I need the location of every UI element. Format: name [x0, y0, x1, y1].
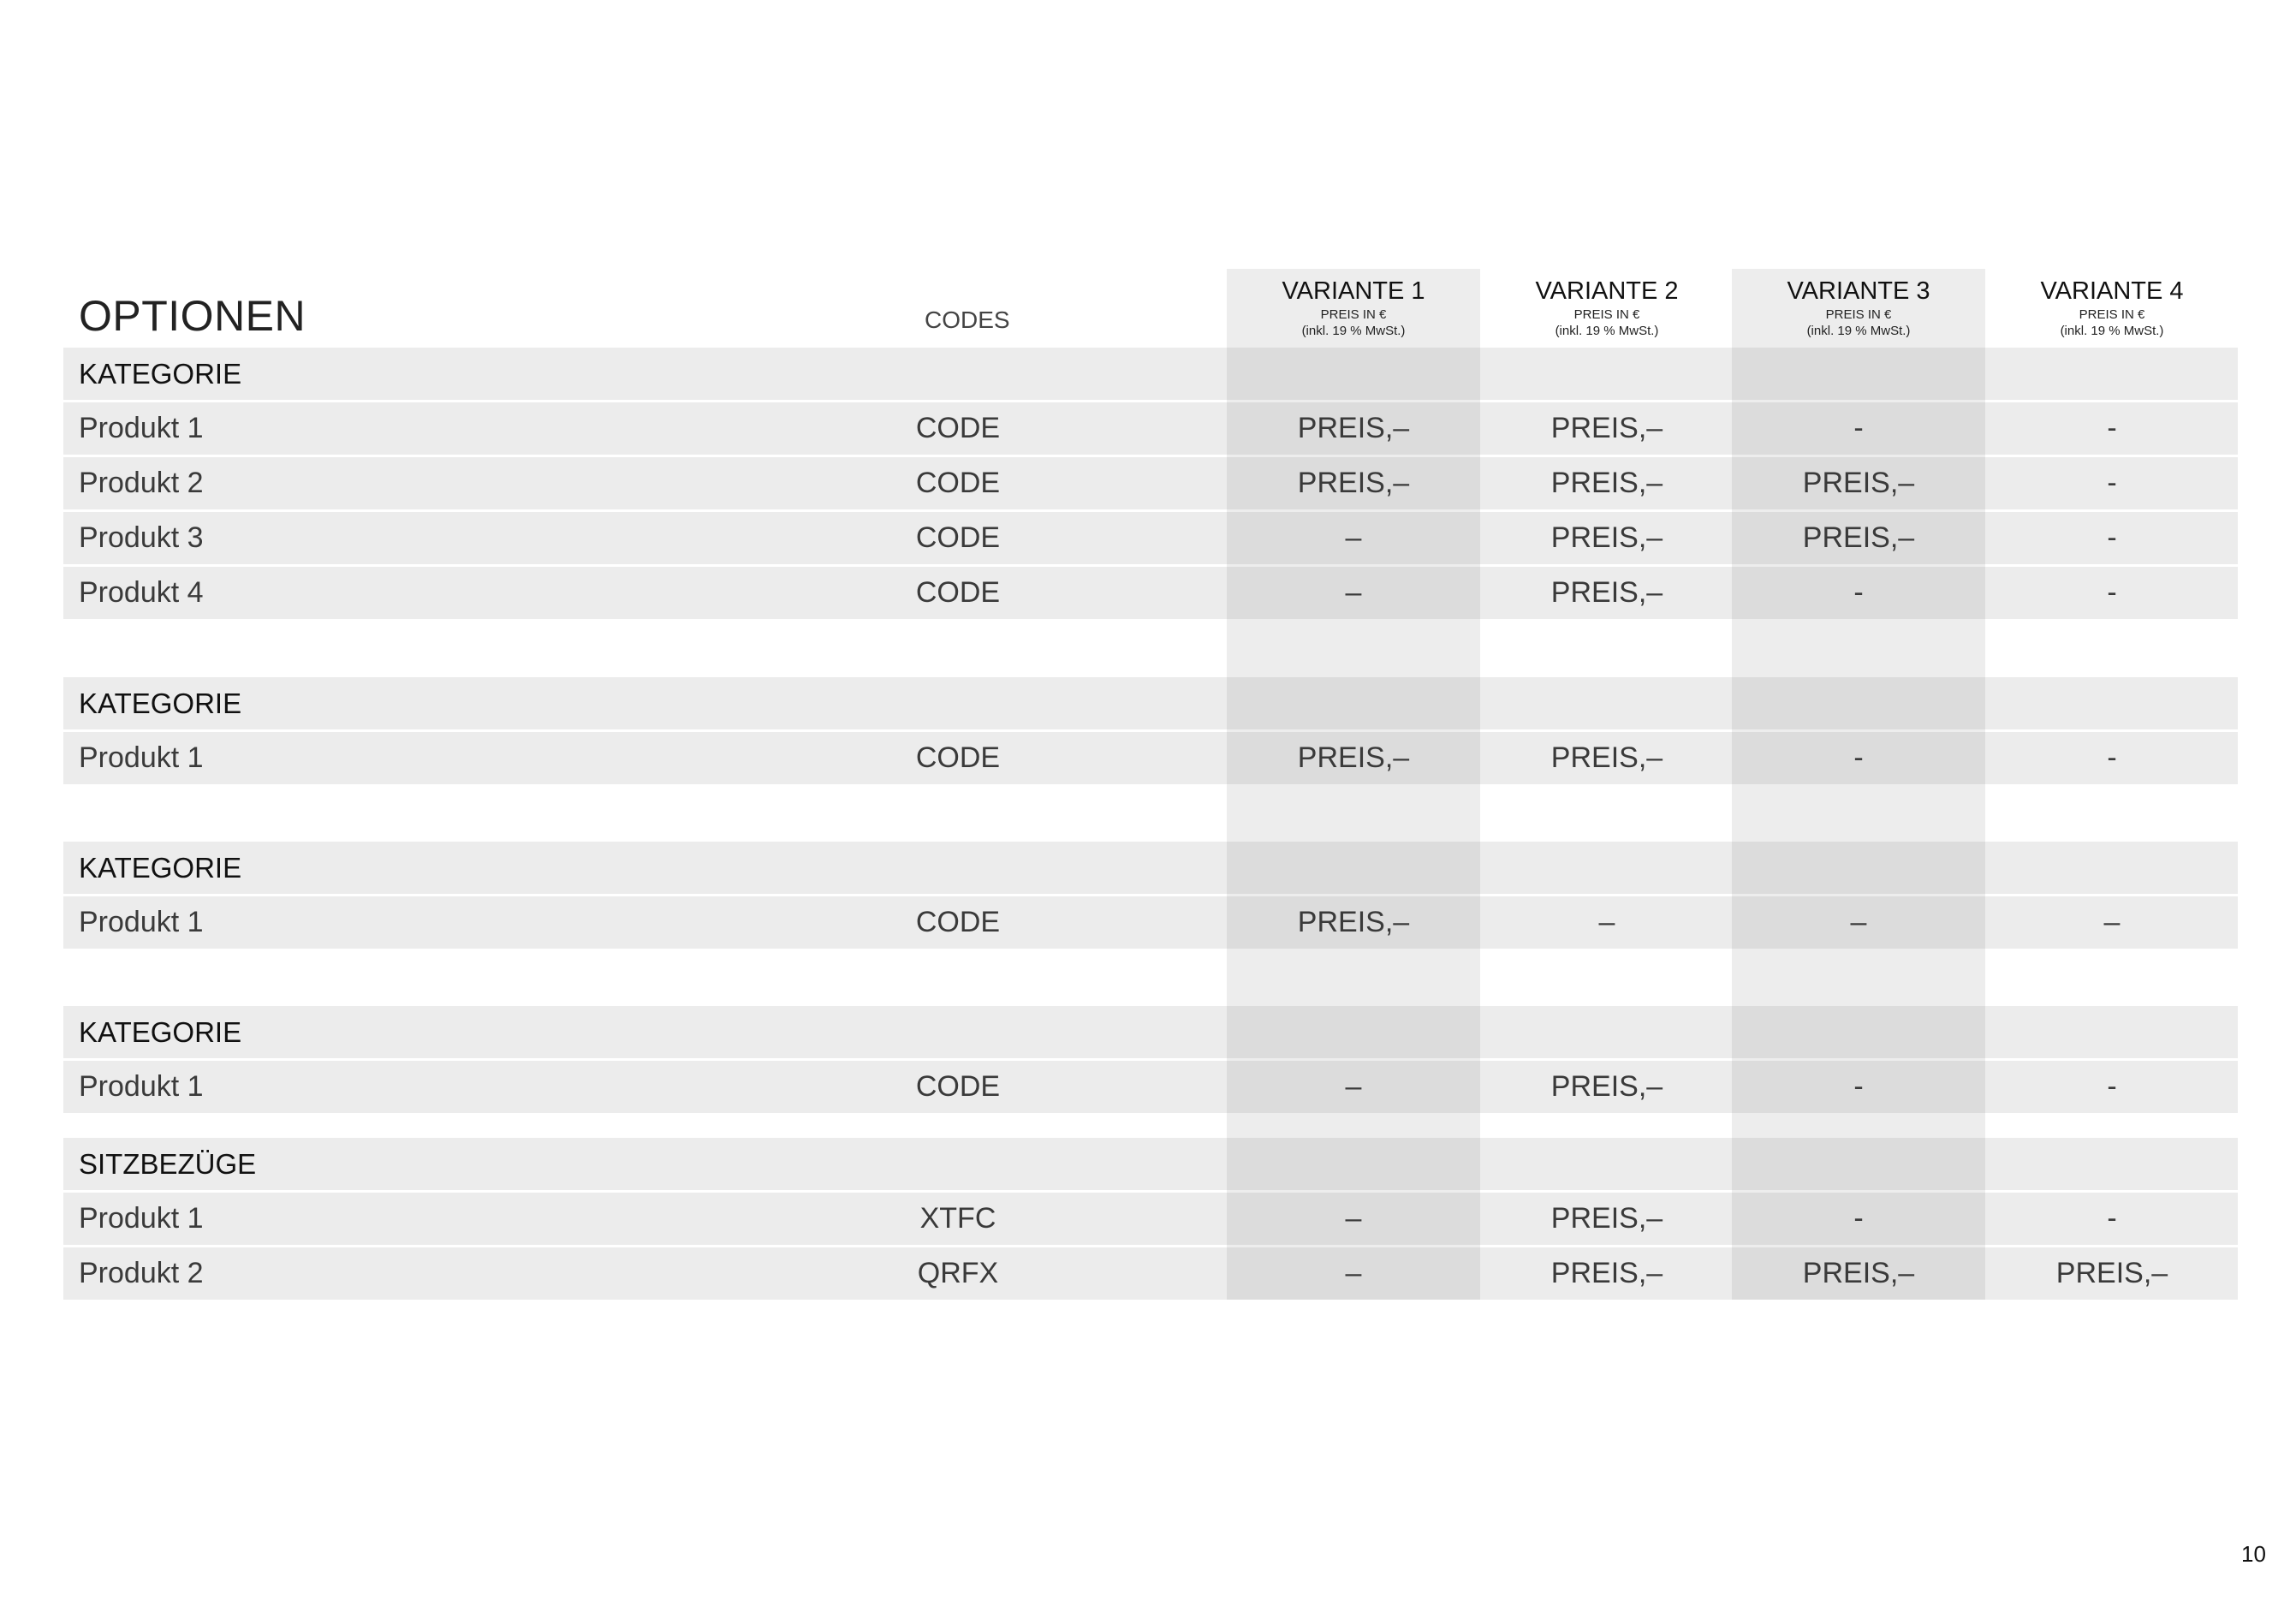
variant-3-price: PREIS,–	[1802, 467, 1915, 499]
variant-4-price: -	[2107, 1202, 2117, 1235]
product-code: CODE	[915, 576, 1001, 609]
table-row	[63, 402, 2238, 455]
page-title: OPTIONEN	[79, 292, 306, 340]
category-row	[63, 677, 2238, 729]
variant-3-price: -	[1853, 576, 1864, 609]
variant-3-price: PREIS,–	[1802, 1257, 1915, 1289]
category-row	[63, 348, 2238, 400]
variant-3-name: VARIANTE 3	[1787, 277, 1930, 305]
variant-3-price: –	[1850, 906, 1867, 938]
product-code: CODE	[915, 906, 1001, 938]
product-code: CODE	[915, 741, 1001, 774]
category-row	[63, 1138, 2238, 1190]
variant-1-header	[1227, 276, 1480, 339]
variant-3-price: -	[1853, 1070, 1864, 1103]
variant-3-vat-note: (inkl. 19 % MwSt.)	[1806, 324, 1911, 338]
variant-2-name: VARIANTE 2	[1535, 277, 1679, 305]
table-row	[63, 567, 2238, 619]
variant-1-name: VARIANTE 1	[1282, 277, 1425, 305]
variant-2-price: PREIS,–	[1550, 467, 1663, 499]
variant-4-price: -	[2107, 412, 2117, 444]
product-code: QRFX	[917, 1257, 999, 1289]
product-label: Produkt 2	[79, 1257, 204, 1289]
table-row	[63, 1247, 2238, 1300]
variant-1-price: PREIS,–	[1297, 412, 1410, 444]
product-code: CODE	[915, 1070, 1001, 1103]
variant-2-price: PREIS,–	[1550, 1070, 1663, 1103]
variant-1-vat-note: (inkl. 19 % MwSt.)	[1301, 324, 1406, 338]
category-label: KATEGORIE	[79, 358, 242, 390]
variant-4-price: -	[2107, 1070, 2117, 1103]
table-row	[63, 457, 2238, 509]
variant-1-price: –	[1345, 1257, 1362, 1289]
product-label: Produkt 1	[79, 906, 204, 938]
variant-1-price: –	[1345, 521, 1362, 554]
product-code: CODE	[915, 521, 1001, 554]
product-label: Produkt 3	[79, 521, 204, 554]
product-label: Produkt 2	[79, 467, 204, 499]
variant-3-price-label: PREIS IN €	[1825, 307, 1892, 322]
category-label: SITZBEZÜGE	[79, 1148, 257, 1180]
variant-1-price: –	[1345, 1070, 1362, 1103]
variant-1-price: –	[1345, 1202, 1362, 1235]
variant-2-price: PREIS,–	[1550, 576, 1663, 609]
table-row	[63, 1193, 2238, 1245]
variant-4-price: PREIS,–	[2055, 1257, 2168, 1289]
variant-2-price: PREIS,–	[1550, 1257, 1663, 1289]
variant-2-price: PREIS,–	[1550, 521, 1663, 554]
variant-3-header	[1732, 276, 1985, 339]
variant-3-price: -	[1853, 741, 1864, 774]
variant-4-header	[1985, 276, 2239, 339]
variant-2-price-label: PREIS IN €	[1573, 307, 1640, 322]
variant-3-price: PREIS,–	[1802, 521, 1915, 554]
product-code: CODE	[915, 412, 1001, 444]
variant-4-price: -	[2107, 521, 2117, 554]
category-label: KATEGORIE	[79, 687, 242, 719]
variant-2-price: PREIS,–	[1550, 1202, 1663, 1235]
product-label: Produkt 1	[79, 1202, 204, 1235]
variant-2-header	[1480, 276, 1734, 339]
category-row	[63, 842, 2238, 894]
table-row	[63, 512, 2238, 564]
product-label: Produkt 1	[79, 412, 204, 444]
variant-4-price: -	[2107, 741, 2117, 774]
variant-1-price: PREIS,–	[1297, 741, 1410, 774]
variant-4-vat-note: (inkl. 19 % MwSt.)	[2060, 324, 2164, 338]
variant-4-price: –	[2103, 906, 2121, 938]
variant-2-price: PREIS,–	[1550, 412, 1663, 444]
table-row	[63, 1061, 2238, 1113]
table-row	[63, 732, 2238, 784]
codes-column-header: CODES	[925, 307, 1010, 333]
variant-1-price: –	[1345, 576, 1362, 609]
variant-4-name: VARIANTE 4	[2040, 277, 2184, 305]
variant-1-price: PREIS,–	[1297, 467, 1410, 499]
variant-2-price: PREIS,–	[1550, 741, 1663, 774]
variant-1-price: PREIS,–	[1297, 906, 1410, 938]
product-label: Produkt 4	[79, 576, 204, 609]
variant-4-price-label: PREIS IN €	[2079, 307, 2145, 322]
variant-4-price: -	[2107, 576, 2117, 609]
variant-2-vat-note: (inkl. 19 % MwSt.)	[1555, 324, 1659, 338]
variant-3-price: -	[1853, 1202, 1864, 1235]
product-label: Produkt 1	[79, 1070, 204, 1103]
variant-4-price: -	[2107, 467, 2117, 499]
page-number: 10	[2241, 1541, 2266, 1567]
product-code: XTFC	[919, 1202, 996, 1235]
product-code: CODE	[915, 467, 1001, 499]
variant-1-price-label: PREIS IN €	[1320, 307, 1387, 322]
table-row	[63, 896, 2238, 949]
variant-2-price: –	[1598, 906, 1615, 938]
category-label: KATEGORIE	[79, 1016, 242, 1048]
category-row	[63, 1006, 2238, 1058]
variant-3-price: -	[1853, 412, 1864, 444]
product-label: Produkt 1	[79, 741, 204, 774]
category-label: KATEGORIE	[79, 852, 242, 884]
